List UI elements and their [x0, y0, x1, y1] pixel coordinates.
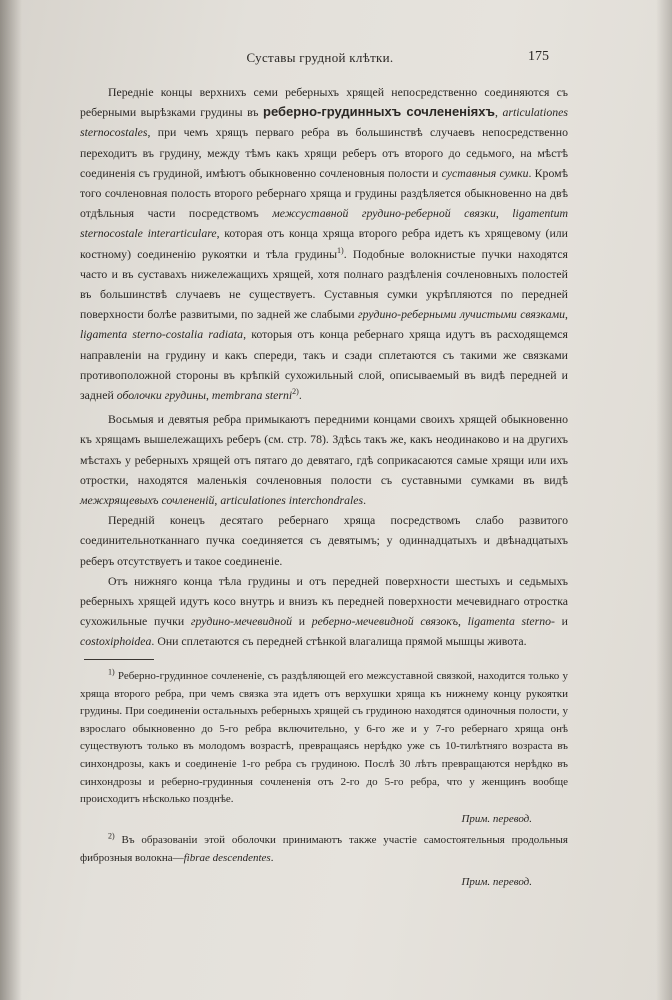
italic-term: межхрящевыхъ сочлененій [80, 493, 215, 508]
bold-term: реберно-грудинныхъ сочлененіяхъ [263, 104, 495, 120]
footnote-marker: 1) [337, 245, 344, 255]
text-run: . [298, 388, 302, 403]
text-run: и [292, 614, 312, 629]
text-run: . Подобные волокнистые пучки находятся часто и въ суставахъ нижележащихъ хрящей, хотя полнаго раздѣленія сочленовныхъ полостей въ большинствѣ случаевъ не существуетъ. Суставныя сумки укрѣпляются по передней поверхности болѣе развитыми, по задней же слабыми [80, 246, 568, 322]
text-run: . Кромѣ того сочленовная полость второго ребернаго хряща и грудины раздѣляется обыкновенно на двѣ отдѣльныя части посредствомъ [80, 165, 568, 221]
italic-term: реберно-мечевидной связокъ [311, 614, 458, 629]
latin-term: ligamenta sterno- [467, 614, 555, 629]
latin-term: ligamentum sternocostale interarticulare [80, 206, 568, 241]
paragraph-3: Передній конецъ десятаго ребернаго хряща посредствомъ слабо развитого соединительнотканнаго пучка соединяется съ девятымъ; у одиннадцатыхъ и двѣнадцатыхъ реберъ отсутствуетъ и такое соединеніе. [80, 513, 568, 568]
paragraph-4 [80, 571, 568, 652]
text-run: Отъ нижняго конца тѣла грудины и отъ передней поверхности шестыхъ и седьмыхъ реберныхъ хрящей идутъ косо внутрь и внизъ къ передней поверхности мечевиднаго отростка сухожильные пучки [80, 573, 568, 629]
page-number: 175 [528, 49, 549, 64]
text-run: Восьмыя и девятыя ребра примыкаютъ передними концами своихъ хрящей обыкновенно къ хрящамъ вышележащихъ реберъ (см. стр. 78). Здѣсь такъ же, какъ неодинаково и на другихъ мѣстахъ у реберныхъ хрящей отъ пятаго до девятаго, гдѣ соприкасаются самые хрящи или ихъ отростки, находятся маленькія сочленовныя полости съ суставными сумками въ видѣ [80, 412, 568, 487]
text-run: , которая отъ конца хряща второго ребра идетъ къ хрящевому (или костному) соединенію рукоятки и тѣла грудины [80, 226, 568, 261]
footnote-1 [80, 668, 568, 809]
footnote-number: 2) [108, 831, 115, 841]
latin-term: membrana sterni [211, 388, 293, 403]
latin-term: articulationes sternocostales [80, 105, 568, 140]
text-run: и [554, 614, 568, 629]
text-run: , [494, 105, 503, 120]
text-run: Передніе концы верхнихъ семи реберныхъ хрящей непосредственно соединяются съ реберными вырѣзками грудины въ [80, 85, 568, 120]
latin-term: costoxiphoidea [80, 634, 152, 649]
italic-term: суставныя сумки [441, 165, 529, 180]
paragraph-1 [80, 82, 568, 405]
text-run: . Они сплетаются съ передней стѣнкой влагалища прямой мышцы живота. [151, 634, 527, 649]
text-run: , [205, 388, 212, 403]
footnote-divider [84, 659, 154, 660]
footnote-2 [80, 832, 568, 867]
footnote-marker: 2) [292, 387, 299, 397]
italic-term: грудино-реберными лучистыми связками [358, 307, 566, 322]
running-title: Суставы грудной клѣтки. [246, 50, 394, 65]
binding-shadow [0, 0, 22, 1000]
footnote-text: Реберно-грудинное сочлененіе, съ раздѣляющей его межсуставной связкой, находится только у хряща второго ребра, при чемъ связка эта идетъ отъ верхушки хряща къ нижнему концу рукоятки грудины. При соединеніи остальныхъ реберныхъ хрящей съ грудиною находятся одиночныя полости, у взрослаго обыкновенно до 5-го ребра включительно, у 6-го же и у 7-го ребернаго хряща онѣ существуютъ только въ молодомъ возрастѣ, превращаясь нерѣдко уже съ 10-тилѣтняго возраста въ синхондрозы, какъ и соединеніе 1-го ребра съ грудиною. Послѣ 30 лѣтъ превращаются нерѣдко въ синхондрозы и реберно-грудинныя сочлененія отъ 2-го до 5-го ребра, что у женщинъ вообще происходитъ нѣсколько позднѣе. [80, 670, 568, 806]
italic-term: межсуставной грудино-реберной связки [272, 206, 496, 221]
text-run: . [363, 493, 367, 508]
footnote-text: Въ образованіи этой оболочки принимаютъ также участіе самостоятельныя продольныя фиброзныя волокна— [80, 834, 568, 864]
text-run: , [495, 206, 513, 221]
latin-term: ligamenta sterno-costalia radiata [80, 327, 244, 342]
text-run: , которыя отъ конца ребернаго хряща идутъ въ расходящемся направленіи на грудину и какъ спереди, такъ и сзади сплетаются съ такими же связками противоположной стороны въ крѣпкій сухожильный слой, описываемый въ видѣ передней и задней [80, 327, 568, 403]
paragraph-2 [80, 409, 568, 510]
page-edge-shadow [656, 0, 672, 1000]
footnote-number: 1) [108, 667, 115, 677]
text-run: , [565, 307, 568, 322]
text-run: , [458, 614, 468, 629]
text-run: , при чемъ хрящъ перваго ребра въ большинствѣ случаевъ непосредственно переходитъ въ грудину, между тѣмъ какъ хрящи реберъ отъ второго до седьмого, на мѣстѣ соединенія съ грудиной, имѣютъ обыкновенно сочленовныя полости и [80, 125, 568, 180]
italic-term: грудино-мечевидной [190, 614, 293, 629]
main-text [80, 82, 568, 652]
translator-note-signature: Прим. перевод. [461, 875, 532, 888]
latin-term: fibrae descendentes [183, 851, 271, 864]
text-run: , [214, 493, 221, 508]
italic-term: оболочки грудины [116, 388, 206, 403]
footnote-text: . [270, 851, 274, 864]
footnotes [80, 668, 568, 891]
latin-term: articulationes interchondrales [220, 493, 364, 508]
translator-note-signature: Прим. перевод. [461, 812, 532, 825]
